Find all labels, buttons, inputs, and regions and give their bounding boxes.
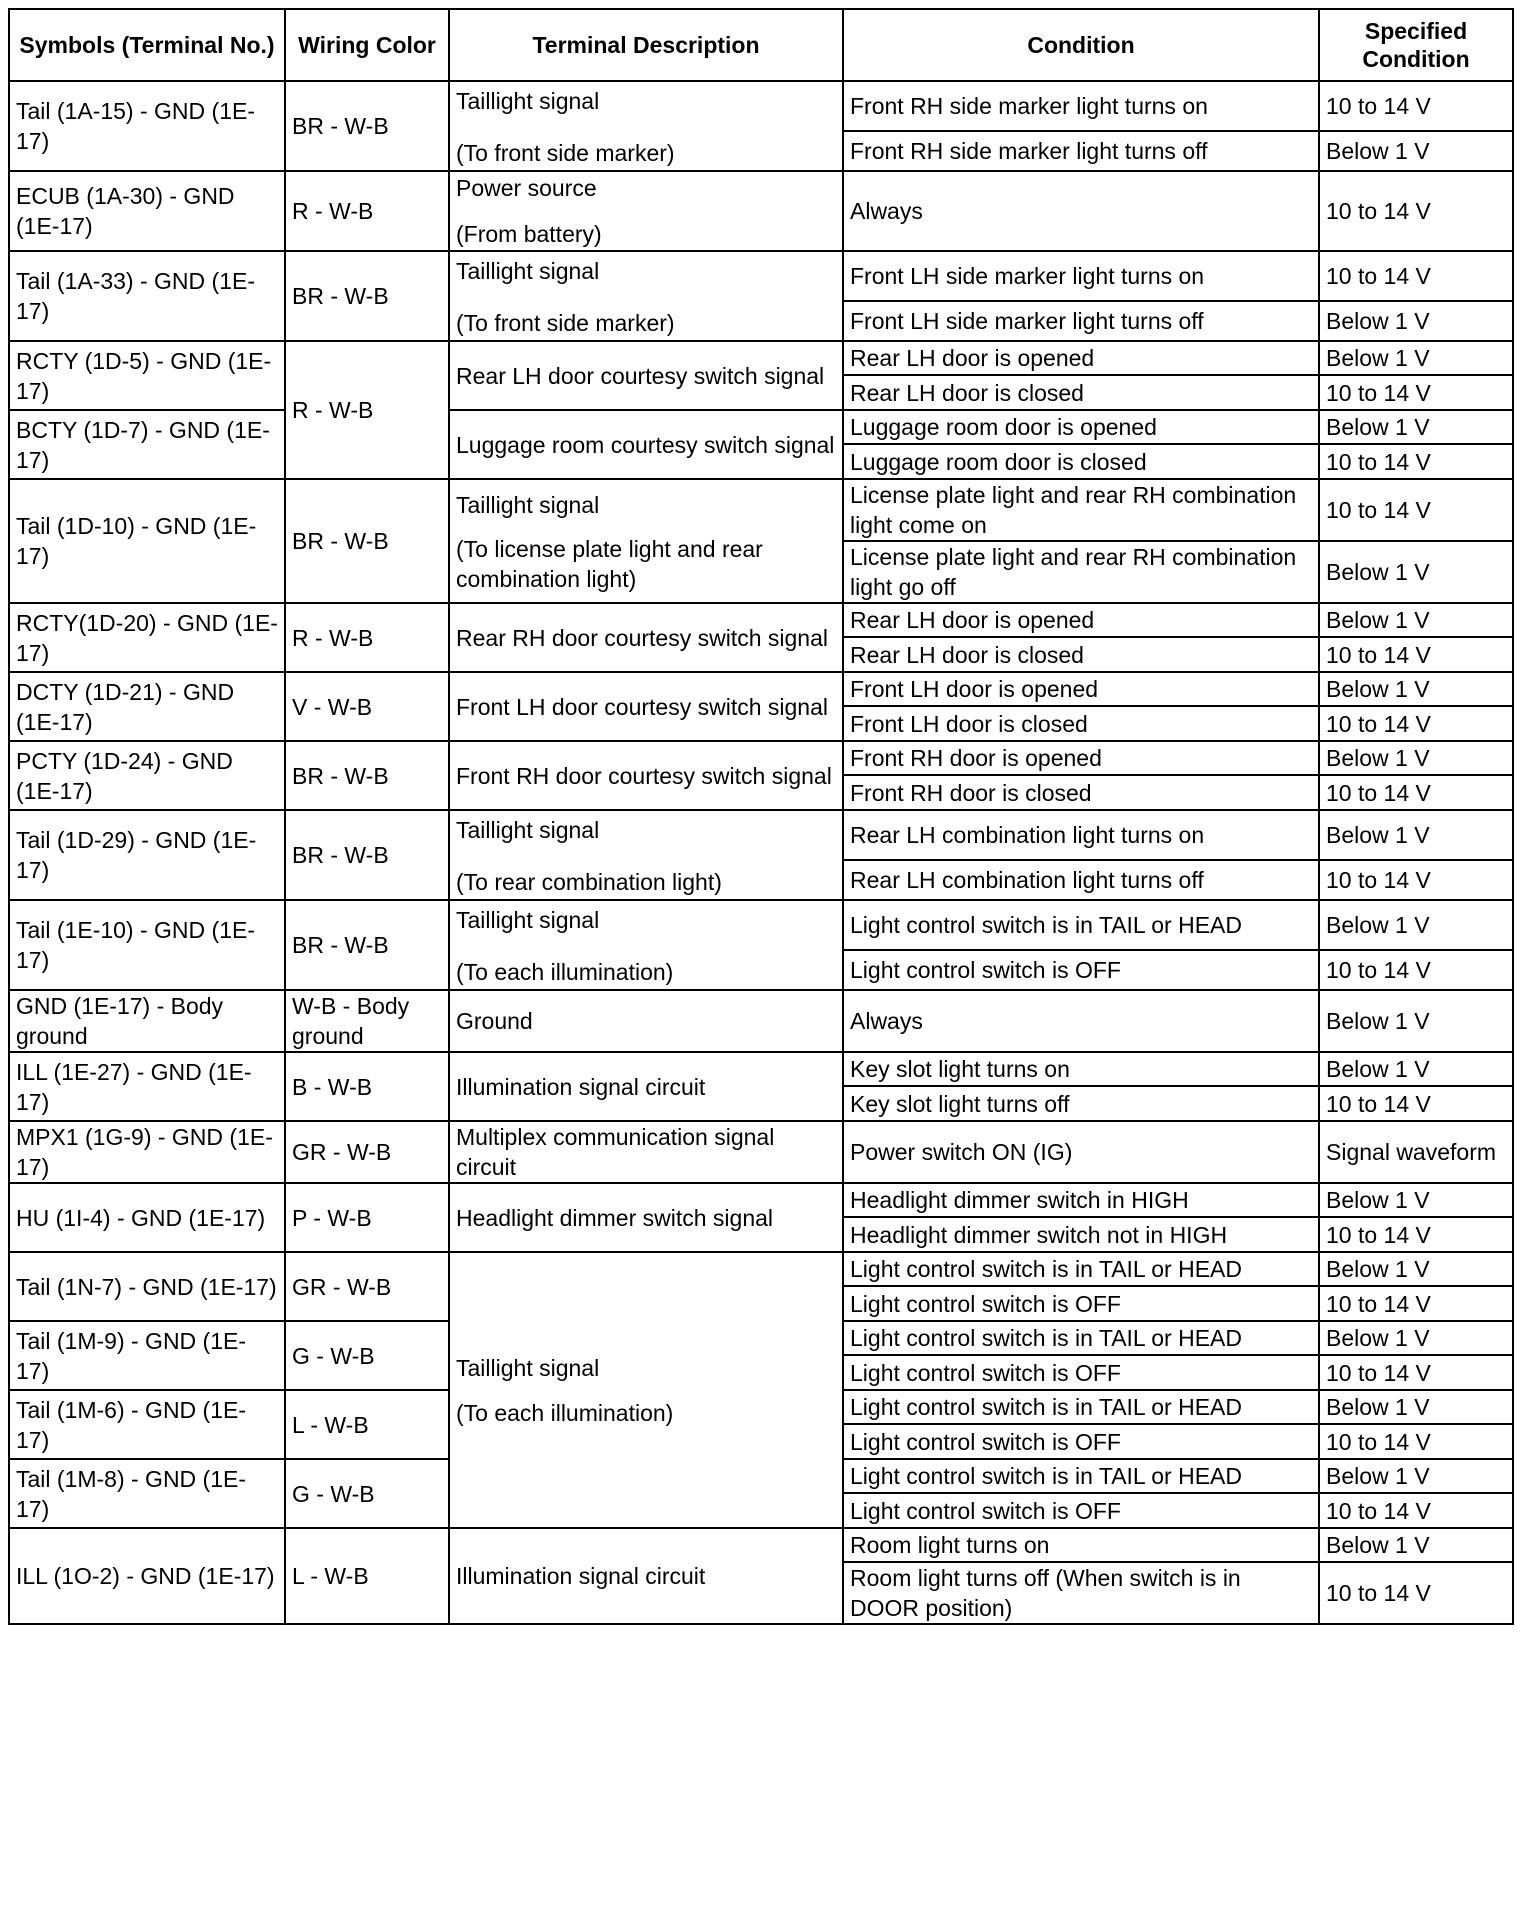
table-row [9, 1121, 1513, 1183]
header-symbol: Symbols (Terminal No.) [9, 9, 285, 81]
header-condition: Condition [843, 9, 1319, 81]
specified-condition-cell: Below 1 V [1319, 672, 1513, 706]
condition-cell: Light control switch is OFF [843, 950, 1319, 990]
table-row [9, 1528, 1513, 1562]
wiring-color-cell: BR - W-B [285, 251, 449, 341]
terminal-description-cell [449, 1528, 843, 1624]
specified-condition-cell: 10 to 14 V [1319, 1286, 1513, 1321]
condition-cell: Rear LH combination light turns off [843, 860, 1319, 900]
specified-condition-cell: 10 to 14 V [1319, 81, 1513, 131]
condition-cell: Light control switch is OFF [843, 1286, 1319, 1321]
terminal-description-cell [449, 1052, 843, 1121]
description-gap [456, 1383, 836, 1398]
description-gap [456, 203, 836, 219]
wiring-color-cell: W-B - Body ground [285, 990, 449, 1052]
condition-cell: Light control switch is in TAIL or HEAD [843, 1459, 1319, 1493]
specified-condition-cell: Below 1 V [1319, 301, 1513, 341]
condition-cell: Light control switch is in TAIL or HEAD [843, 1252, 1319, 1286]
condition-cell: Rear LH door is opened [843, 603, 1319, 637]
terminal-symbol-cell: PCTY (1D-24) - GND (1E-17) [9, 741, 285, 810]
condition-cell: License plate light and rear RH combination light come on [843, 479, 1319, 541]
condition-cell: Light control switch is in TAIL or HEAD [843, 900, 1319, 950]
table-row [9, 479, 1513, 541]
specified-condition-cell: Below 1 V [1319, 603, 1513, 637]
condition-cell: Rear LH combination light turns on [843, 810, 1319, 860]
specified-condition-cell: Below 1 V [1319, 1052, 1513, 1086]
table-row [9, 900, 1513, 950]
condition-cell: Light control switch is in TAIL or HEAD [843, 1390, 1319, 1424]
table-row [9, 990, 1513, 1052]
terminal-description-cell [449, 410, 843, 479]
condition-cell: Luggage room door is opened [843, 410, 1319, 444]
condition-cell: Key slot light turns off [843, 1086, 1319, 1121]
table-row [9, 1183, 1513, 1217]
specified-condition-cell: 10 to 14 V [1319, 1086, 1513, 1121]
description-gap [456, 935, 836, 957]
description-gap [456, 286, 836, 308]
description-line: (To front side marker) [456, 140, 675, 166]
description-line: (To each illumination) [456, 1399, 674, 1426]
terminal-symbol-cell: ILL (1O-2) - GND (1E-17) [9, 1528, 285, 1624]
condition-cell: Rear LH door is opened [843, 341, 1319, 375]
description-line: (To license plate light and rear combination light) [456, 536, 763, 592]
header-terminal-description: Terminal Description [449, 9, 843, 81]
terminal-description-cell [449, 341, 843, 410]
table-row [9, 672, 1513, 706]
wiring-color-cell: BR - W-B [285, 741, 449, 810]
description-line: Taillight signal [456, 492, 600, 518]
wiring-color-cell: R - W-B [285, 171, 449, 251]
condition-cell: Front RH door is closed [843, 775, 1319, 810]
description-line: Rear RH door courtesy switch signal [456, 624, 828, 651]
terminal-symbol-cell: Tail (1A-33) - GND (1E-17) [9, 251, 285, 341]
wiring-color-cell: P - W-B [285, 1183, 449, 1252]
condition-cell: License plate light and rear RH combination light go off [843, 541, 1319, 603]
table-row [9, 410, 1513, 444]
header-row [9, 9, 1513, 81]
terminal-description-cell [449, 900, 843, 990]
terminal-symbol-cell: Tail (1D-29) - GND (1E-17) [9, 810, 285, 900]
terminal-description-cell [449, 810, 843, 900]
terminal-description-cell [449, 251, 843, 341]
spec-table-wrapper [8, 8, 1514, 1625]
terminal-description-cell [449, 81, 843, 171]
condition-cell: Headlight dimmer switch not in HIGH [843, 1217, 1319, 1252]
wiring-color-cell: G - W-B [285, 1321, 449, 1390]
condition-cell: Light control switch is OFF [843, 1355, 1319, 1390]
specified-condition-cell: 10 to 14 V [1319, 1217, 1513, 1252]
wiring-color-cell: L - W-B [285, 1528, 449, 1624]
specified-condition-cell: 10 to 14 V [1319, 444, 1513, 479]
condition-cell: Light control switch is OFF [843, 1424, 1319, 1459]
specified-condition-cell: 10 to 14 V [1319, 479, 1513, 541]
specified-condition-cell: Below 1 V [1319, 1528, 1513, 1562]
condition-cell: Always [843, 990, 1319, 1052]
specified-condition-cell: 10 to 14 V [1319, 950, 1513, 990]
description-line: Taillight signal [456, 817, 600, 843]
description-line: Illumination signal circuit [456, 1073, 706, 1100]
description-line: Luggage room courtesy switch signal [456, 431, 835, 458]
terminal-description-cell [449, 741, 843, 810]
specified-condition-cell: Below 1 V [1319, 900, 1513, 950]
wiring-color-cell: GR - W-B [285, 1121, 449, 1183]
terminal-symbol-cell: Tail (1N-7) - GND (1E-17) [9, 1252, 285, 1321]
condition-cell: Front LH side marker light turns off [843, 301, 1319, 341]
description-gap [456, 845, 836, 867]
terminal-symbol-cell: GND (1E-17) - Body ground [9, 990, 285, 1052]
table-row [9, 1252, 1513, 1286]
specified-condition-cell: 10 to 14 V [1319, 375, 1513, 410]
specified-condition-cell: 10 to 14 V [1319, 251, 1513, 301]
wiring-color-cell: BR - W-B [285, 810, 449, 900]
description-line: Taillight signal [456, 88, 600, 114]
wiring-color-cell: V - W-B [285, 672, 449, 741]
description-line: Headlight dimmer switch signal [456, 1204, 774, 1231]
table-row [9, 341, 1513, 375]
condition-cell: Light control switch is in TAIL or HEAD [843, 1321, 1319, 1355]
condition-cell: Room light turns on [843, 1528, 1319, 1562]
wiring-color-cell: GR - W-B [285, 1252, 449, 1321]
specified-condition-cell: Signal waveform [1319, 1121, 1513, 1183]
terminal-symbol-cell: Tail (1M-9) - GND (1E-17) [9, 1321, 285, 1390]
specified-condition-cell: Below 1 V [1319, 1183, 1513, 1217]
table-row [9, 603, 1513, 637]
description-line: Power source [456, 175, 597, 201]
terminal-description-cell [449, 479, 843, 603]
description-line: (To rear combination light) [456, 869, 722, 895]
terminal-symbol-cell: Tail (1M-8) - GND (1E-17) [9, 1459, 285, 1528]
specified-condition-cell: Below 1 V [1319, 1459, 1513, 1493]
specified-condition-cell: 10 to 14 V [1319, 171, 1513, 251]
wiring-color-cell: R - W-B [285, 341, 449, 479]
description-line: Taillight signal [456, 907, 600, 933]
description-line: Rear LH door courtesy switch signal [456, 362, 825, 389]
specified-condition-cell: 10 to 14 V [1319, 706, 1513, 741]
terminal-description-cell [449, 1121, 843, 1183]
condition-cell: Rear LH door is closed [843, 637, 1319, 672]
description-line: Illumination signal circuit [456, 1563, 706, 1589]
terminal-description-cell [449, 672, 843, 741]
specified-condition-cell: Below 1 V [1319, 341, 1513, 375]
description-line: Taillight signal [456, 258, 600, 284]
condition-cell: Luggage room door is closed [843, 444, 1319, 479]
header-wiring-color: Wiring Color [285, 9, 449, 81]
terminal-symbol-cell: ILL (1E-27) - GND (1E-17) [9, 1052, 285, 1121]
specified-condition-cell: Below 1 V [1319, 541, 1513, 603]
specified-condition-cell: 10 to 14 V [1319, 1424, 1513, 1459]
terminal-symbol-cell: Tail (1M-6) - GND (1E-17) [9, 1390, 285, 1459]
terminal-symbol-cell: BCTY (1D-7) - GND (1E-17) [9, 410, 285, 479]
table-row [9, 1052, 1513, 1086]
terminal-description-cell [449, 171, 843, 251]
table-row [9, 81, 1513, 131]
description-gap [456, 116, 836, 138]
table-row [9, 810, 1513, 860]
specified-condition-cell: 10 to 14 V [1319, 1493, 1513, 1528]
terminal-spec-table [8, 8, 1514, 1625]
terminal-description-cell [449, 1252, 843, 1528]
condition-cell: Front LH door is closed [843, 706, 1319, 741]
wiring-color-cell: BR - W-B [285, 479, 449, 603]
specified-condition-cell: Below 1 V [1319, 741, 1513, 775]
terminal-symbol-cell: Tail (1A-15) - GND (1E-17) [9, 81, 285, 171]
condition-cell: Front RH side marker light turns off [843, 131, 1319, 171]
description-line: Taillight signal [456, 1354, 600, 1381]
condition-cell: Key slot light turns on [843, 1052, 1319, 1086]
specified-condition-cell: 10 to 14 V [1319, 1355, 1513, 1390]
wiring-color-cell: BR - W-B [285, 81, 449, 171]
terminal-symbol-cell: RCTY (1D-5) - GND (1E-17) [9, 341, 285, 410]
terminal-symbol-cell: HU (1I-4) - GND (1E-17) [9, 1183, 285, 1252]
terminal-description-cell [449, 1183, 843, 1252]
condition-cell: Rear LH door is closed [843, 375, 1319, 410]
condition-cell: Headlight dimmer switch in HIGH [843, 1183, 1319, 1217]
specified-condition-cell: 10 to 14 V [1319, 860, 1513, 900]
terminal-symbol-cell: Tail (1E-10) - GND (1E-17) [9, 900, 285, 990]
description-line: Front LH door courtesy switch signal [456, 693, 828, 720]
table-row [9, 251, 1513, 301]
wiring-color-cell: R - W-B [285, 603, 449, 672]
wiring-color-cell: B - W-B [285, 1052, 449, 1121]
specified-condition-cell: 10 to 14 V [1319, 1562, 1513, 1624]
specified-condition-cell: 10 to 14 V [1319, 637, 1513, 672]
condition-cell: Front RH door is opened [843, 741, 1319, 775]
specified-condition-cell: Below 1 V [1319, 1321, 1513, 1355]
terminal-symbol-cell: DCTY (1D-21) - GND (1E-17) [9, 672, 285, 741]
description-line: Ground [456, 1008, 533, 1034]
specified-condition-cell: Below 1 V [1319, 1252, 1513, 1286]
specified-condition-cell: Below 1 V [1319, 410, 1513, 444]
condition-cell: Light control switch is OFF [843, 1493, 1319, 1528]
wiring-color-cell: BR - W-B [285, 900, 449, 990]
terminal-symbol-cell: RCTY(1D-20) - GND (1E-17) [9, 603, 285, 672]
terminal-description-cell [449, 603, 843, 672]
specified-condition-cell: Below 1 V [1319, 131, 1513, 171]
wiring-color-cell: G - W-B [285, 1459, 449, 1528]
condition-cell: Front LH side marker light turns on [843, 251, 1319, 301]
wiring-color-cell: L - W-B [285, 1390, 449, 1459]
terminal-symbol-cell: MPX1 (1G-9) - GND (1E-17) [9, 1121, 285, 1183]
table-body [9, 81, 1513, 1624]
description-line: (To each illumination) [456, 959, 674, 985]
specified-condition-cell: Below 1 V [1319, 810, 1513, 860]
table-row [9, 171, 1513, 251]
description-line: Multiplex communication signal circuit [456, 1124, 775, 1180]
description-line: (From battery) [456, 221, 602, 247]
condition-cell: Front RH side marker light turns on [843, 81, 1319, 131]
specified-condition-cell: 10 to 14 V [1319, 775, 1513, 810]
description-line: Front RH door courtesy switch signal [456, 762, 832, 789]
terminal-symbol-cell: ECUB (1A-30) - GND (1E-17) [9, 171, 285, 251]
terminal-description-cell [449, 990, 843, 1052]
specified-condition-cell: Below 1 V [1319, 1390, 1513, 1424]
specified-condition-cell: Below 1 V [1319, 990, 1513, 1052]
condition-cell: Room light turns off (When switch is in DOOR position) [843, 1562, 1319, 1624]
condition-cell: Front LH door is opened [843, 672, 1319, 706]
table-row [9, 741, 1513, 775]
condition-cell: Power switch ON (IG) [843, 1121, 1319, 1183]
description-gap [456, 520, 836, 534]
description-line: (To front side marker) [456, 310, 675, 336]
condition-cell: Always [843, 171, 1319, 251]
header-specified-condition: Specified Condition [1319, 9, 1513, 81]
terminal-symbol-cell: Tail (1D-10) - GND (1E-17) [9, 479, 285, 603]
